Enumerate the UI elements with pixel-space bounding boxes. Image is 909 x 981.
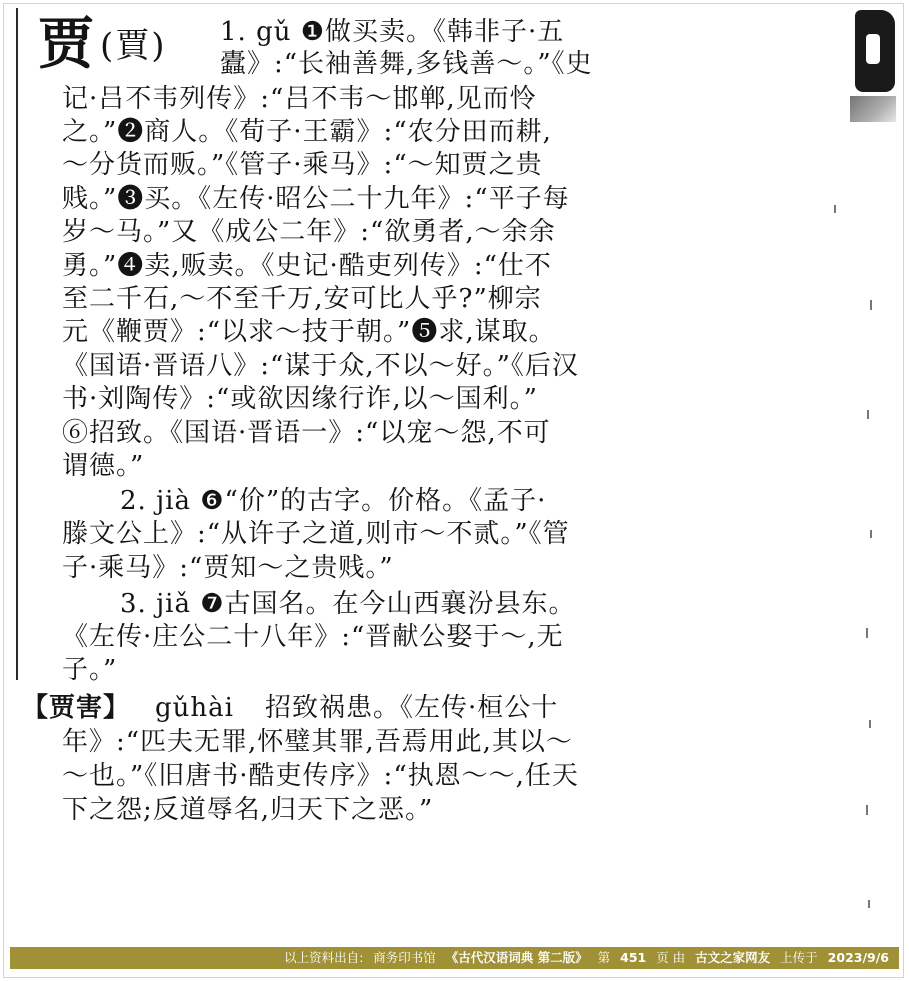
footer-page-prefix: 第	[597, 950, 611, 965]
entry-line: 1. gǔ ❶做买卖。《韩非子·五	[220, 17, 565, 47]
scan-speck	[870, 300, 872, 310]
entry-line: ⑥招致。《国语·晋语一》:“以宠～怨,不可	[62, 418, 551, 448]
entry-line: 记·吕不韦列传》:“吕不韦～邯郸,见而怜	[62, 84, 537, 114]
scan-speck	[868, 900, 870, 908]
entry-line: 谓德。”	[62, 451, 145, 481]
scan-blot-notch	[866, 34, 880, 64]
scan-speck	[867, 410, 869, 419]
left-margin-rule	[16, 8, 18, 680]
headword-traditional: (賈)	[100, 26, 167, 66]
entry-line: 勇。”❹卖,贩卖。《史记·酷吏列传》:“仕不	[62, 251, 552, 281]
entry-line: 子。”	[62, 655, 118, 685]
scan-speck	[870, 530, 872, 538]
compound-line: 下之怨;反道辱名,归天下之恶。”	[62, 795, 434, 825]
entry-line: 子·乘马》:“贾知～之贵贱。”	[62, 553, 394, 583]
scan-speck	[866, 628, 868, 638]
footer-page-number: 451	[620, 950, 647, 965]
compound-line: 年》:“匹夫无罪,怀璧其罪,吾焉用此,其以～	[62, 727, 573, 757]
entry-line: 《左传·庄公二十八年》:“晋献公娶于～,无	[62, 622, 564, 652]
entry-line: 3. jiǎ ❼古国名。在今山西襄汾县东。	[120, 589, 576, 619]
entry-line: 至二千石,～不至千万,安可比人乎?”柳宗	[62, 284, 542, 314]
scan-speck	[866, 805, 868, 815]
footer-book-title: 《古代汉语词典 第二版》	[445, 950, 588, 965]
footer-uploader: 古文之家网友	[695, 950, 771, 965]
footer-uploaded-label: 上传于	[780, 950, 818, 965]
scan-speck	[869, 720, 871, 728]
entry-line: 2. jià ❻“价”的古字。价格。《孟子·	[120, 486, 547, 516]
compound-line: 招致祸患。《左传·桓公十	[265, 693, 559, 723]
footer-page-suffix: 页 由	[656, 950, 686, 965]
compound-pinyin: gǔhài	[155, 693, 234, 723]
entry-line: 元《鞭贾》:“以求～技于朝。”❺求,谋取。	[62, 317, 556, 347]
scan-smudge	[850, 96, 896, 122]
entry-line: 蠹》:“长袖善舞,多钱善～。”《史	[220, 49, 593, 79]
footer-publisher: 商务印书馆	[373, 950, 436, 965]
entry-line: 《国语·晋语八》:“谋于众,不以～好。”《后汉	[62, 351, 579, 381]
entry-line: 书·刘陶传》:“或欲因缘行诈,以～国利。”	[62, 384, 538, 414]
footer-date: 2023/9/6	[827, 950, 889, 965]
compound-line: ～也。”《旧唐书·酷吏传序》:“执恩～～,任天	[62, 761, 579, 791]
entry-line: 岁～马。”又《成公二年》:“欲勇者,～余余	[62, 217, 556, 247]
source-footer	[10, 947, 899, 969]
footer-source-label: 以上资料出自:	[284, 950, 364, 965]
entry-line: ～分货而贩。”《管子·乘马》:“～知贾之贵	[62, 150, 543, 180]
entry-line: 滕文公上》:“从许子之道,则市～不贰。”《管	[62, 519, 570, 549]
entry-line: 之。”❷商人。《荀子·王霸》:“农分田而耕,	[62, 117, 552, 147]
compound-headword: 【贾害】	[22, 693, 131, 723]
entry-line: 贱。”❸买。《左传·昭公二十九年》:“平子每	[62, 184, 570, 214]
headword: 贾	[38, 11, 92, 77]
scan-speck	[834, 205, 836, 213]
